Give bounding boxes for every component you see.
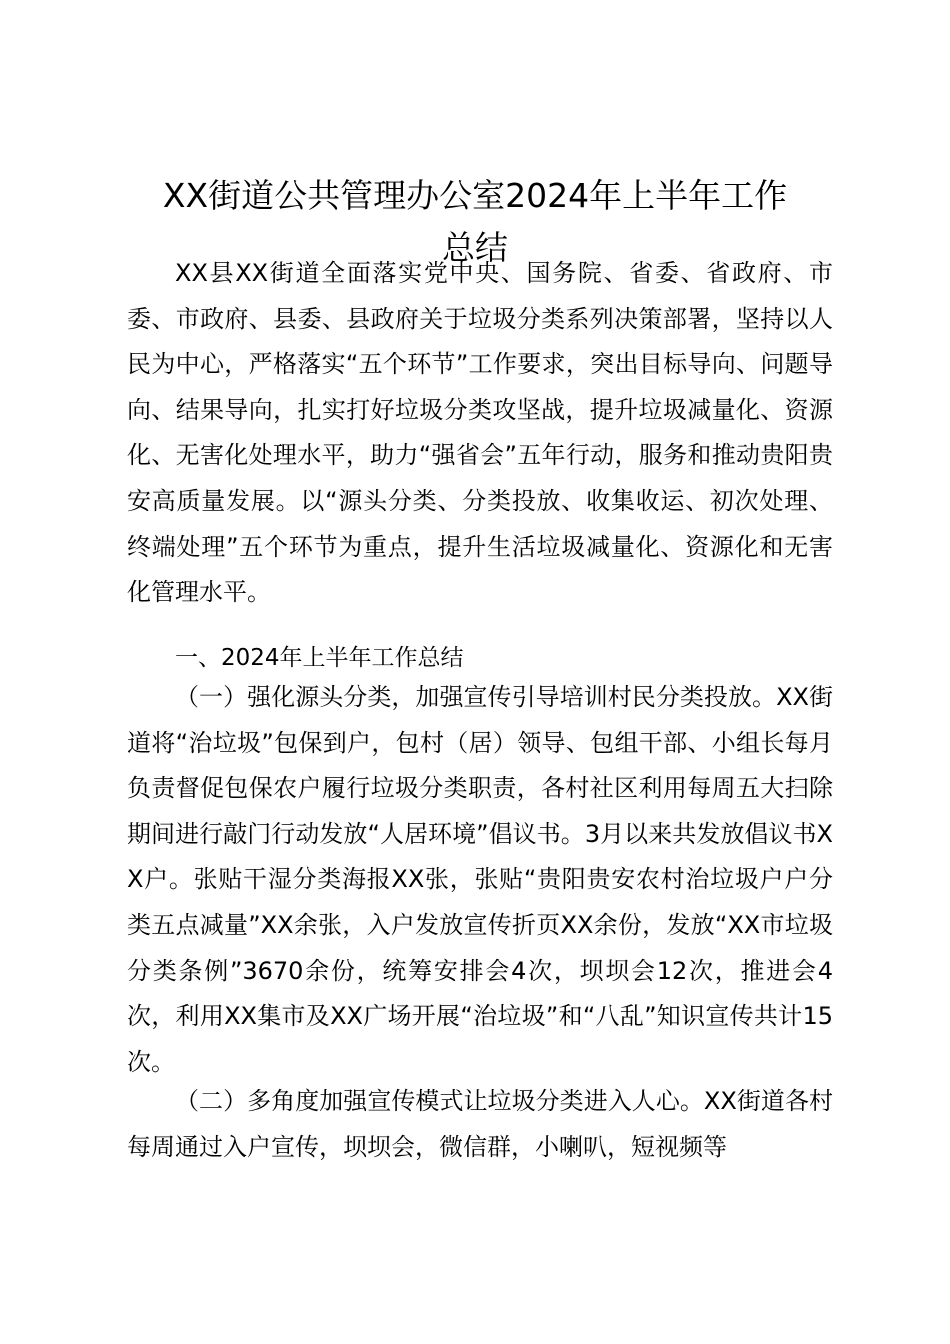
section-heading: 一、2024年上半年工作总结 — [175, 645, 464, 671]
intro-paragraph: XX县XX街道全面落实党中央、国务院、省委、省政府、市委、市政府、县委、县政府关于垃圾分类系列决策部署，坚持以人民为中心，严格落实“五个环节”工作要求，突出目标导向、问题导向、结果导向，扎实打好垃圾分类攻坚战，提升垃圾减量化、资源化、无害化处理水平，助力“强省会”五年行动，服务和推动贵阳贵安高质量发展。以“源头分类、分类投放、收集收运、初次处理、终端处理”五个环节为重点，提升生活垃圾减量化、资源化和无害化管理水平。 — [127, 259, 833, 607]
document-title-line-1: XX街道公共管理办公室2024年上半年工作 — [162, 176, 788, 215]
section-paragraph-1: （一）强化源头分类，加强宣传引导培训村民分类投放。XX街道将“治垃圾”包保到户，包村（居）领导、包组干部、小组长每月负责督促包保农户履行垃圾分类职责，各村社区利用每周五大扫除期间进行敲门行动发放“人居环境”倡议书。3月以来共发放倡议书XX户。张贴干湿分类海报XX张，张贴“贵阳贵安农村治垃圾户户分类五点减量”XX余张，入户发放宣传折页XX余份，发放“XX市垃圾分类条例”3670余份，统筹安排会4次，坝坝会12次，推进会4次，利用XX集市及XX广场开展“治垃圾”和“八乱”知识宣传共计15次。 — [127, 683, 833, 1076]
section-paragraph-2: （二）多角度加强宣传模式让垃圾分类进入人心。XX街道各村每周通过入户宣传，坝坝会，微信群，小喇叭，短视频等 — [127, 1087, 833, 1161]
document-title-line-2: 总结 — [442, 228, 508, 267]
